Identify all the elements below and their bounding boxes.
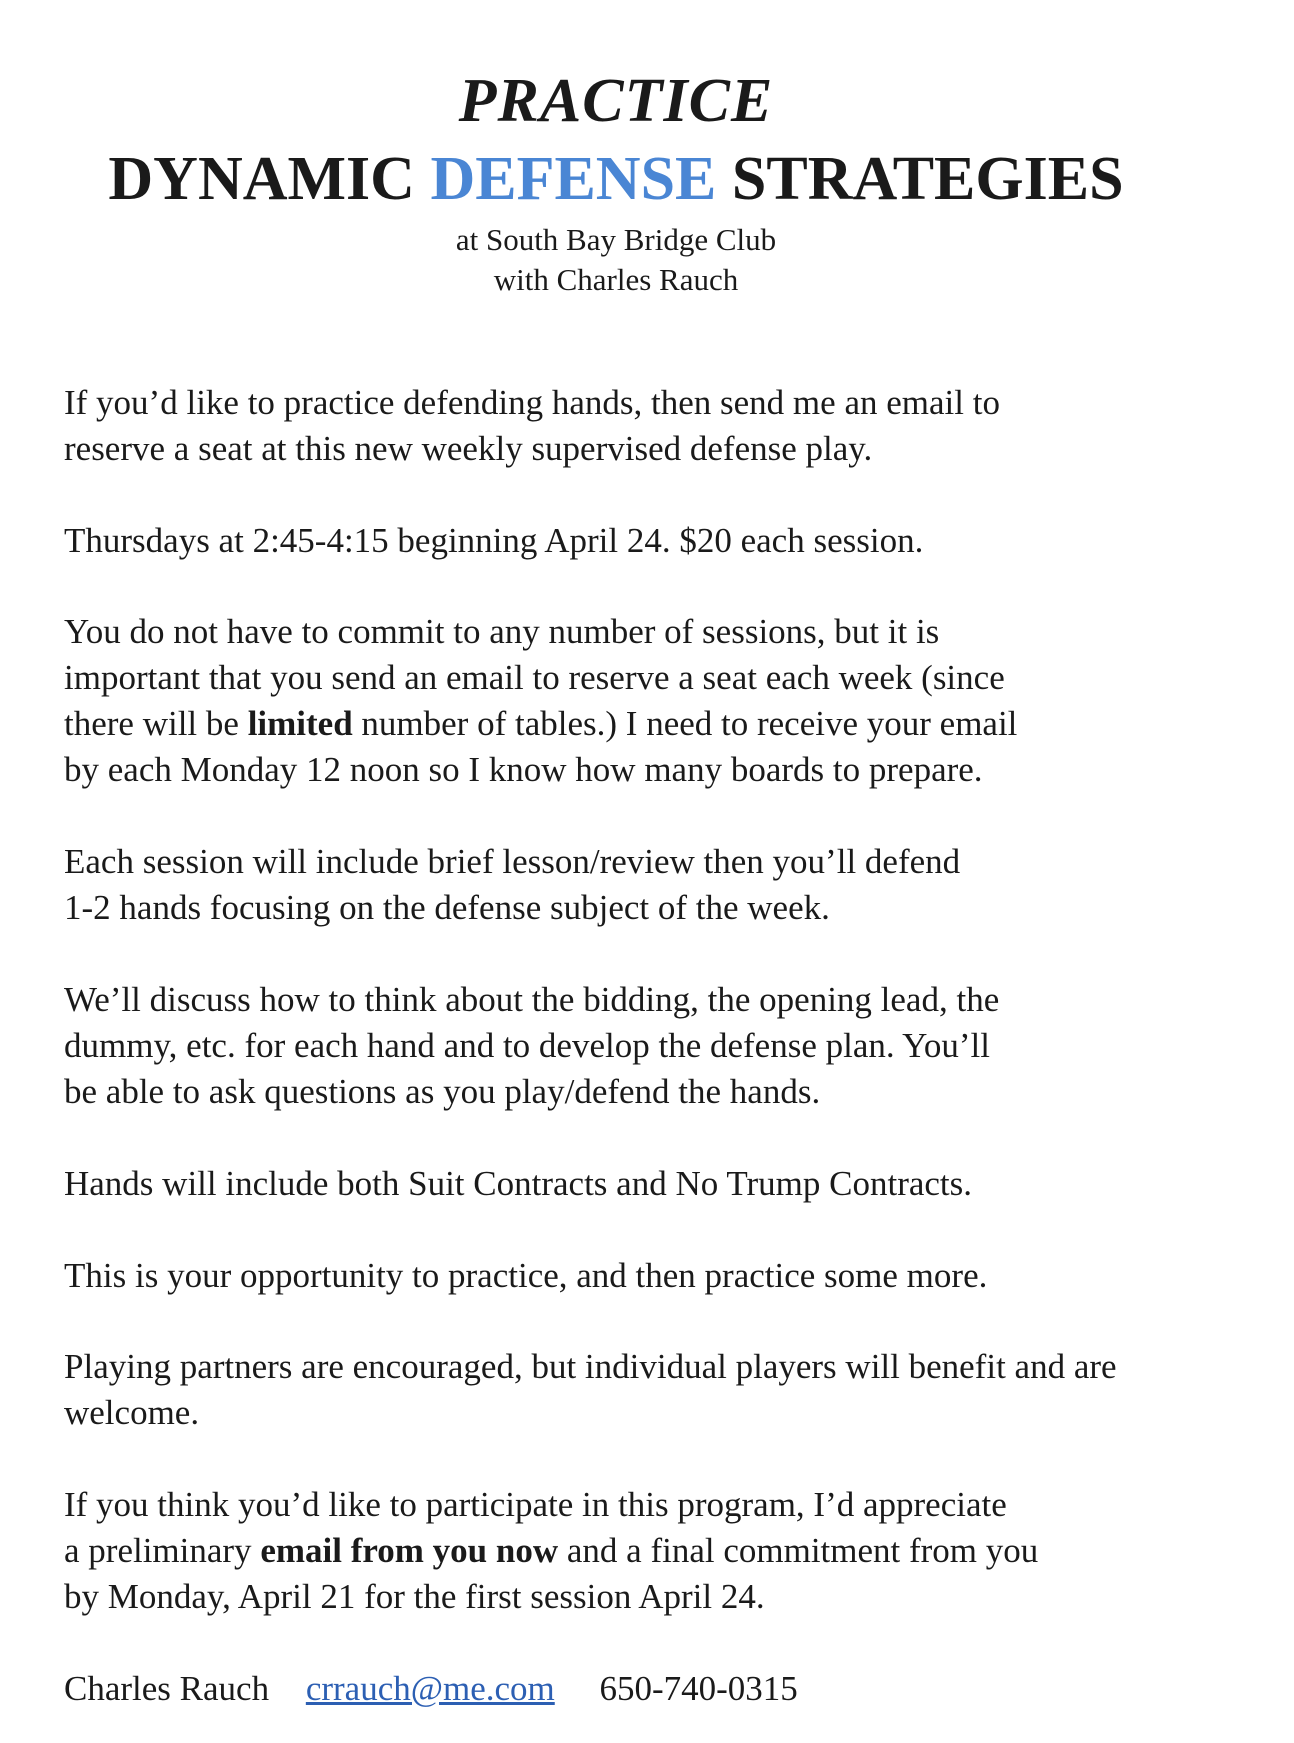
subtitle-venue: at South Bay Bridge Club — [455, 222, 777, 257]
text-line: Playing partners are encouraged, but individual players will benefit and are — [64, 1347, 1117, 1386]
text-line — [64, 701, 1017, 747]
text-line: If you think you’d like to participate in this program, I’d appreciate — [64, 1485, 1007, 1524]
text-line: by each Monday 12 noon so I know how many boards to prepare. — [64, 750, 983, 789]
paragraph-discussion — [64, 977, 999, 1115]
bold-text-limited: limited — [247, 704, 353, 743]
email-link[interactable]: crrauch@me.com — [305, 1669, 555, 1708]
text-line: We’ll discuss how to think about the bidding, the opening lead, the — [64, 980, 1000, 1019]
paragraph-commitment — [64, 609, 1017, 793]
page-title — [0, 145, 1232, 213]
text-line: Each session will include brief lesson/review then you’ll defend — [64, 842, 961, 881]
paragraph-intro — [64, 380, 1000, 472]
bold-text-email-now: email from you now — [260, 1531, 559, 1570]
text-line: If you’d like to practice defending hands, then send me an email to — [64, 383, 1000, 422]
paragraph-partners — [64, 1344, 1117, 1436]
text-run: a preliminary — [64, 1531, 261, 1570]
text-run: there will be — [64, 704, 248, 743]
text-run: and a final commitment from you — [558, 1531, 1039, 1570]
title-part-1: DYNAMIC — [108, 145, 431, 213]
contact-name: Charles Rauch — [64, 1669, 270, 1708]
subtitle-host: with Charles Rauch — [493, 262, 739, 297]
text-line: Thursdays at 2:45-4:15 beginning April 24. $20 each session. — [64, 521, 924, 560]
text-run: number of tables.) I need to receive your email — [352, 704, 1018, 743]
phone-number: 650-740-0315 — [599, 1669, 798, 1708]
title-practice: PRACTICE — [458, 67, 774, 135]
text-line: This is your opportunity to practice, and then practice some more. — [64, 1256, 988, 1295]
title-part-2: STRATEGIES — [716, 145, 1124, 213]
paragraph-session-format — [64, 839, 960, 931]
text-line: 1-2 hands focusing on the defense subject of the week. — [64, 888, 830, 927]
contact-line — [64, 1666, 798, 1712]
text-line: welcome. — [64, 1393, 200, 1432]
text-line: reserve a seat at this new weekly supervised defense play. — [64, 429, 873, 468]
paragraph-participate — [64, 1482, 1038, 1620]
text-line: be able to ask questions as you play/defend the hands. — [64, 1072, 821, 1111]
paragraph-contracts — [64, 1161, 972, 1207]
paragraph-opportunity — [64, 1253, 987, 1299]
text-line: dummy, etc. for each hand and to develop the defense plan. You’ll — [64, 1026, 990, 1065]
paragraph-schedule — [64, 518, 923, 564]
text-line — [64, 1528, 1038, 1574]
text-line: Hands will include both Suit Contracts and No Trump Contracts. — [64, 1164, 973, 1203]
text-line: by Monday, April 21 for the first session April 24. — [64, 1577, 765, 1616]
text-line: You do not have to commit to any number of sessions, but it is — [64, 612, 940, 651]
text-line: important that you send an email to reserve a seat each week (since — [64, 658, 1005, 697]
title-accent: DEFENSE — [430, 145, 717, 213]
